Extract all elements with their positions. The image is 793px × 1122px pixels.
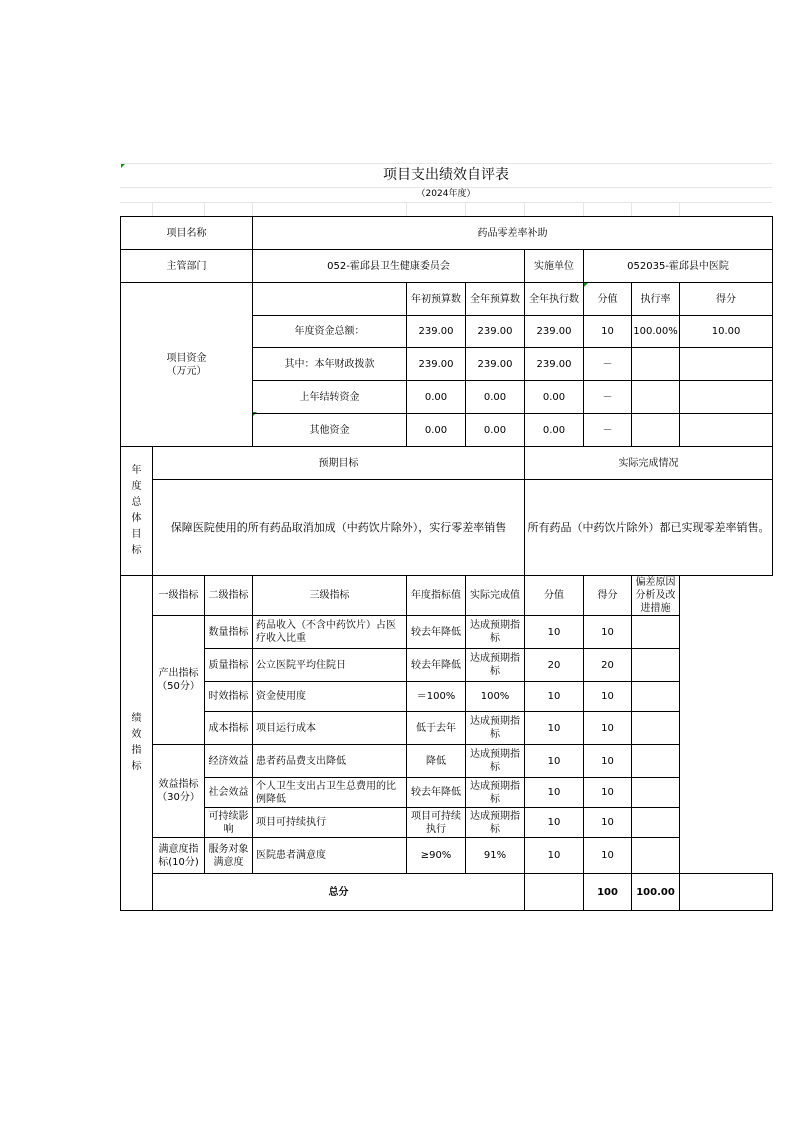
goals-content-row [121,480,773,576]
funds-row-score-value: － [584,348,632,381]
funds-header-score: 得分 [680,283,773,316]
department-row [121,250,773,283]
indicator-target: ＝100% [407,682,466,712]
indicator-row [121,838,773,874]
indicator-level2: 时效指标 [205,682,253,712]
indicator-actual: 达成预期指标 [466,712,525,745]
total-label: 总分 [153,874,525,911]
funds-row-rate [632,348,680,381]
indicator-actual: 达成预期指标 [466,745,525,778]
funds-row-initial: 239.00 [407,348,466,381]
funds-row-score: 10.00 [680,316,773,348]
indicators-header-note: 偏差原因分析及改进措施 [632,576,680,616]
goals-expected-header: 预期目标 [153,447,525,480]
project-name-label: 项目名称 [121,217,253,250]
grid-line [120,202,772,203]
department-label: 主管部门 [121,250,253,283]
goals-label-cell [121,447,153,576]
grid-line [152,203,153,216]
indicator-actual: 100% [466,682,525,712]
indicator-target: 项目可持续执行 [407,808,466,838]
indicator-level3: 公立医院平均住院日 [253,649,407,682]
funds-row-name: 其中：本年财政拨款 [253,348,407,381]
indicators-header-target: 年度指标值 [407,576,466,616]
indicator-actual: 91% [466,838,525,874]
indicator-score: 10 [584,682,632,712]
indicator-row [121,745,773,778]
indicator-note [632,778,680,808]
total-blank [525,874,584,911]
funds-row-annual: 239.00 [466,348,525,381]
funds-row-name: 其他资金 [253,414,407,447]
funds-row-annual: 239.00 [466,316,525,348]
goals-actual-header: 实际完成情况 [525,447,773,480]
project-name-value: 药品零差率补助 [253,217,773,250]
indicator-level3: 项目运行成本 [253,712,407,745]
funds-row-score-value: － [584,381,632,414]
indicator-row [121,712,773,745]
funds-row-score [680,348,773,381]
indicator-level2: 数量指标 [205,616,253,649]
indicators-header-score-value: 分值 [525,576,584,616]
funds-row-rate: 100.00% [632,316,680,348]
funds-header-executed: 全年执行数 [525,283,584,316]
indicator-actual: 达成预期指标 [466,649,525,682]
indicator-note [632,649,680,682]
grid-line [120,187,772,188]
funds-row-executed: 239.00 [525,316,584,348]
grid-line [583,203,584,216]
department-value: 052-霍邱县卫生健康委员会 [253,250,525,283]
indicator-note [632,745,680,778]
funds-header-initial: 年初预算数 [407,283,466,316]
goals-label: 年度总体目标 [131,465,142,556]
indicator-level2: 成本指标 [205,712,253,745]
indicator-target: 降低 [407,745,466,778]
indicator-actual: 达成预期指标 [466,616,525,649]
indicator-level3: 项目可持续执行 [253,808,407,838]
indicator-row [121,682,773,712]
funds-header-blank [253,283,407,316]
indicator-level1: 满意度指标(10分) [153,838,205,874]
funds-row-executed: 0.00 [525,414,584,447]
indicators-label-cell [121,576,153,911]
indicator-level3: 资金使用度 [253,682,407,712]
funds-row-rate [632,414,680,447]
indicator-note [632,808,680,838]
indicator-level2: 经济效益 [205,745,253,778]
funds-row-score-value: 10 [584,316,632,348]
indicator-row [121,616,773,649]
total-score-value: 100 [584,874,632,911]
funds-row-score-value: － [584,414,632,447]
indicator-score-value: 10 [525,745,584,778]
grid-line [679,203,680,216]
total-row [121,874,773,911]
funds-header-score-value: 分值 [584,283,632,316]
funds-header-rate: 执行率 [632,283,680,316]
funds-row-score [680,414,773,447]
implementing-unit-value: 052035-霍邱县中医院 [584,250,773,283]
indicator-score-value: 10 [525,778,584,808]
indicators-header-actual: 实际完成值 [466,576,525,616]
indicator-score-value: 10 [525,808,584,838]
year-subtitle: （2024年度） [416,189,476,199]
funds-row-initial: 0.00 [407,414,466,447]
funds-row-initial: 0.00 [407,381,466,414]
funds-row-name: 上年结转资金 [253,381,407,414]
funds-row-annual: 0.00 [466,381,525,414]
indicator-note [632,616,680,649]
indicator-score: 10 [584,745,632,778]
indicator-score-value: 10 [525,712,584,745]
goals-actual-text: 所有药品（中药饮片除外）都已实现零差率销售。 [525,480,773,576]
indicator-note [632,712,680,745]
total-note [680,874,773,911]
funds-row-initial: 239.00 [407,316,466,348]
indicator-level1: 产出指标（50分） [153,616,205,745]
grid-line [406,203,407,216]
indicators-header-row [121,576,773,616]
indicator-row [121,778,773,808]
page-title: 项目支出绩效自评表 [383,167,509,183]
funds-header-annual: 全年预算数 [466,283,525,316]
indicator-level2: 服务对象满意度 [205,838,253,874]
funds-row-annual: 0.00 [466,414,525,447]
grid-line [204,203,205,216]
indicator-note [632,682,680,712]
indicator-row [121,808,773,838]
indicators-label: 绩效指标 [131,713,142,772]
indicator-level1: 效益指标（30分） [153,745,205,838]
grid-line [631,203,632,216]
project-name-row [121,217,773,250]
funds-row-name: 年度资金总额： [253,316,407,348]
evaluation-table [120,216,773,911]
indicator-score: 10 [584,838,632,874]
indicators-header-level1: 一级指标 [153,576,205,616]
funds-label: 项目资金 （万元） [121,283,253,447]
indicator-level2: 社会效益 [205,778,253,808]
funds-row-rate [632,381,680,414]
funds-row-executed: 0.00 [525,381,584,414]
goals-expected-text: 保障医院使用的所有药品取消加成（中药饮片除外），实行零差率销售 [153,480,525,576]
indicator-score-value: 10 [525,838,584,874]
indicator-level3: 医院患者满意度 [253,838,407,874]
indicator-target: 低于去年 [407,712,466,745]
grid-line [120,163,772,164]
grid-line [524,203,525,216]
indicator-target: ≥90% [407,838,466,874]
indicator-score-value: 20 [525,649,584,682]
indicator-target: 较去年降低 [407,778,466,808]
indicator-score: 20 [584,649,632,682]
indicator-score-value: 10 [525,682,584,712]
indicator-level2: 质量指标 [205,649,253,682]
indicator-score-value: 10 [525,616,584,649]
funds-row-executed: 239.00 [525,348,584,381]
funds-row-score [680,381,773,414]
indicators-header-level3: 三级指标 [253,576,407,616]
indicator-target: 较去年降低 [407,649,466,682]
indicator-target: 较去年降低 [407,616,466,649]
indicator-level2: 可持续影响 [205,808,253,838]
grid-line [252,203,253,216]
indicator-score: 10 [584,712,632,745]
total-score: 100.00 [632,874,680,911]
goals-header-row [121,447,773,480]
indicator-level3: 药品收入（不含中药饮片）占医疗收入比重 [253,616,407,649]
indicator-actual: 达成预期指标 [466,808,525,838]
indicator-actual: 达成预期指标 [466,778,525,808]
funds-header-row [121,283,773,316]
cell-comment-marker [121,164,125,168]
indicator-row [121,649,773,682]
indicator-score: 10 [584,778,632,808]
indicator-note [632,838,680,874]
indicators-header-score: 得分 [584,576,632,616]
indicator-score: 10 [584,808,632,838]
indicator-level3: 患者药品费支出降低 [253,745,407,778]
indicator-level3: 个人卫生支出占卫生总费用的比例降低 [253,778,407,808]
indicator-score: 10 [584,616,632,649]
implementing-unit-label: 实施单位 [525,250,584,283]
grid-line [465,203,466,216]
indicators-header-level2: 二级指标 [205,576,253,616]
